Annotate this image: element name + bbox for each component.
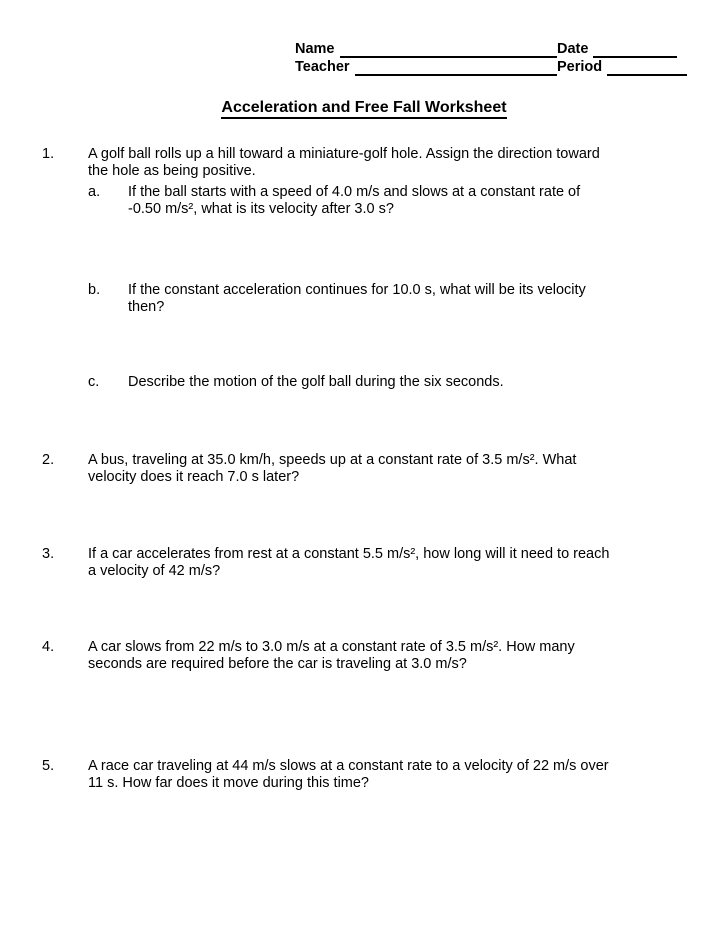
part-c-text <box>128 374 668 391</box>
question-3 <box>42 546 728 580</box>
text-line: A golf ball rolls up a hill toward a miniature-golf hole. Assign the direction toward <box>88 146 600 162</box>
question-2-text <box>88 452 688 486</box>
text-line: If the ball starts with a speed of 4.0 m/s and slows at a constant rate of <box>128 184 581 200</box>
questions-list <box>0 146 728 792</box>
part-c-letter: c. <box>88 374 100 390</box>
text-line: A race car traveling at 44 m/s slows at a constant rate to a velocity of 22 m/s over <box>88 758 609 774</box>
question-2 <box>42 452 728 486</box>
period-blank-line <box>607 60 687 76</box>
teacher-blank-line <box>355 60 557 76</box>
page-title: Acceleration and Free Fall Worksheet <box>221 98 506 119</box>
question-4-number: 4. <box>42 639 55 655</box>
question-1-part-a <box>88 184 688 218</box>
text-line: a velocity of 42 m/s? <box>88 563 221 579</box>
teacher-period-row <box>295 58 695 76</box>
text-line: A bus, traveling at 35.0 km/h, speeds up at a constant rate of 3.5 m/s². What <box>88 452 577 468</box>
name-blank-line <box>340 42 558 58</box>
question-5-number: 5. <box>42 758 55 774</box>
question-4-text <box>88 639 688 673</box>
part-a-text <box>128 184 668 218</box>
text-line: velocity does it reach 7.0 s later? <box>88 469 300 485</box>
name-label: Name <box>295 41 335 57</box>
question-3-text <box>88 546 688 580</box>
text-line: A car slows from 22 m/s to 3.0 m/s at a constant rate of 3.5 m/s². How many <box>88 639 575 655</box>
text-line: If the constant acceleration continues for 10.0 s, what will be its velocity <box>128 282 586 298</box>
period-label: Period <box>557 59 603 75</box>
part-b-letter: b. <box>88 282 101 298</box>
question-5 <box>42 758 728 792</box>
text-line: seconds are required before the car is traveling at 3.0 m/s? <box>88 656 467 672</box>
date-blank-line <box>593 42 677 58</box>
question-1-part-b <box>88 282 688 316</box>
header-fields <box>295 40 695 76</box>
question-4 <box>42 639 728 673</box>
question-1 <box>42 146 728 391</box>
text-line: 11 s. How far does it move during this time? <box>88 775 369 791</box>
question-3-number: 3. <box>42 546 55 562</box>
text-line: Describe the motion of the golf ball during the six seconds. <box>128 374 504 390</box>
text-line: then? <box>128 299 165 315</box>
question-1-number: 1. <box>42 146 55 162</box>
name-date-row <box>295 40 695 58</box>
question-1-part-c <box>88 374 688 391</box>
date-label: Date <box>557 41 589 57</box>
question-2-number: 2. <box>42 452 55 468</box>
part-a-letter: a. <box>88 184 101 200</box>
text-line: the hole as being positive. <box>88 163 256 179</box>
question-1-text <box>88 146 688 180</box>
teacher-label: Teacher <box>295 59 350 75</box>
part-b-text <box>128 282 668 316</box>
question-5-text <box>88 758 688 792</box>
text-line: If a car accelerates from rest at a constant 5.5 m/s², how long will it need to reach <box>88 546 610 562</box>
text-line: -0.50 m/s², what is its velocity after 3.0 s? <box>128 201 394 217</box>
title-row <box>0 98 728 119</box>
